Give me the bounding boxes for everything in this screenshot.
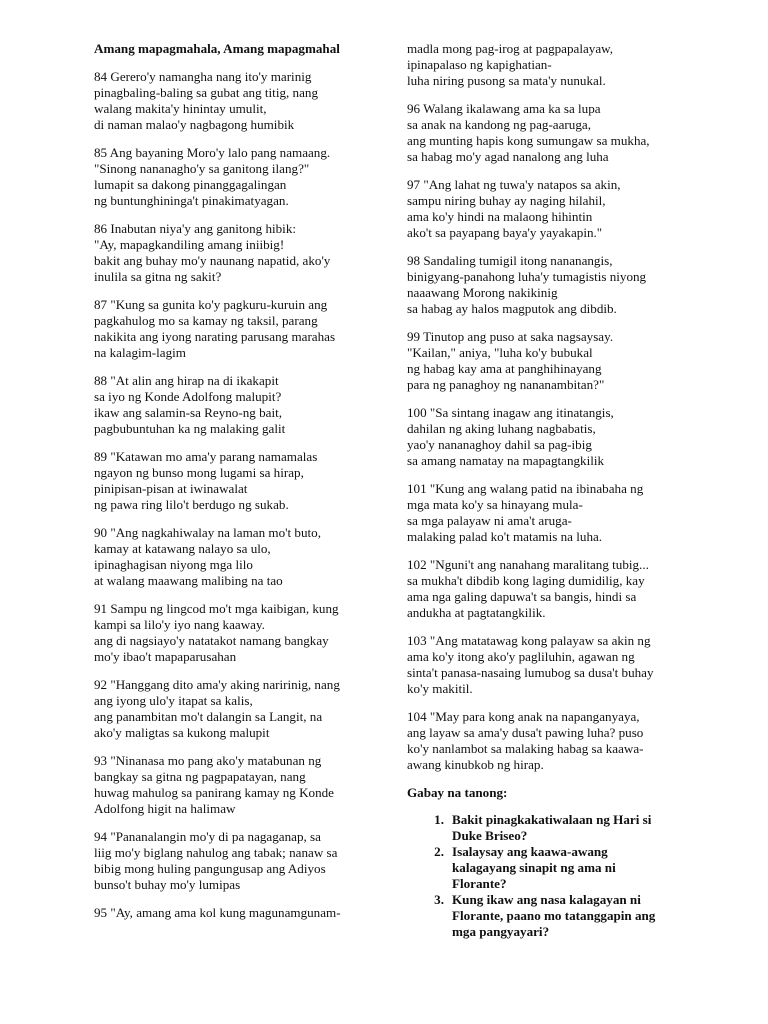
stanza-line: binigyang-panahong luha'y tumagistis niyong xyxy=(407,269,647,284)
question-number: 2. xyxy=(434,844,444,859)
stanza xyxy=(407,557,687,621)
stanza xyxy=(94,373,374,437)
stanza-line: mga mata ko'y sa hinayang mula- xyxy=(407,497,583,512)
stanza-line: 88 "At alin ang hirap na di ikakapit xyxy=(94,373,279,388)
question-line: mga pangyayari? xyxy=(452,924,550,939)
stanza-line: na kalagim-lagim xyxy=(94,345,186,360)
stanza-line: Adolfong higit na halimaw xyxy=(94,801,236,816)
stanza xyxy=(407,709,687,773)
right-stanza-list xyxy=(407,41,687,773)
stanza xyxy=(94,221,374,285)
stanza xyxy=(94,677,374,741)
stanza-line: yao'y nananaghoy dahil sa pag-ibig xyxy=(407,437,592,452)
question-number: 1. xyxy=(434,812,444,827)
stanza-line: ang panambitan mo't dalangin sa Langit, na xyxy=(94,709,323,724)
stanza-line: 91 Sampu ng lingcod mo't mga kaibigan, kung xyxy=(94,601,339,616)
stanza-line: ko'y nanlambot sa malaking habag sa kaawa- xyxy=(407,741,644,756)
stanza-line: sa iyo ng Konde Adolfong malupit? xyxy=(94,389,282,404)
stanza-line: "Ay, mapagkandiling amang iniibig! xyxy=(94,237,285,252)
stanza-line: luha niring pusong sa mata'y nunukal. xyxy=(407,73,606,88)
stanza-line: sa habag ay halos magputok ang dibdib. xyxy=(407,301,617,316)
stanza-line: liig mo'y biglang nahulog ang tabak; nanaw sa xyxy=(94,845,338,860)
stanza-line: ngayon ng bunso mong lugami sa hirap, xyxy=(94,465,304,480)
stanza-line: 85 Ang bayaning Moro'y lalo pang namaang. xyxy=(94,145,331,160)
stanza-line: ikaw ang salamin-sa Reyno-ng bait, xyxy=(94,405,282,420)
stanza-line: 95 "Ay, amang ama kol kung magunamgunam- xyxy=(94,905,341,920)
stanza xyxy=(94,601,374,665)
stanza xyxy=(407,633,687,697)
stanza-line: sampu niring buhay ay naging hilahil, xyxy=(407,193,606,208)
stanza xyxy=(407,329,687,393)
stanza-line: 100 "Sa sintang inagaw ang itinatangis, xyxy=(407,405,614,420)
stanza-line: bangkay sa gitna ng pagpapatayan, nang xyxy=(94,769,306,784)
stanza-line: ama ko'y itong ako'y pagliluhin, agawan ng xyxy=(407,649,635,664)
stanza-line: ang di nagsiayo'y natatakot namang bangkay xyxy=(94,633,329,648)
stanza-line: 97 "Ang lahat ng tuwa'y natapos sa akin, xyxy=(407,177,621,192)
stanza-line: walang makita'y hinintay umulit, xyxy=(94,101,267,116)
stanza-line: malaking palad ko't matamis na luha. xyxy=(407,529,603,544)
stanza-line: bunso't buhay mo'y lumipas xyxy=(94,877,241,892)
stanza-line: ama nga galing dapuwa't sa bangis, hindi sa xyxy=(407,589,637,604)
stanza xyxy=(407,405,687,469)
stanza-line: 84 Gerero'y namangha nang ito'y marinig xyxy=(94,69,312,84)
stanza-line: ipinapalaso ng kapighatian- xyxy=(407,57,552,72)
stanza-line: naaawang Morong nakikinig xyxy=(407,285,558,300)
stanza-line: 101 "Kung ang walang patid na ibinabaha ng xyxy=(407,481,644,496)
stanza xyxy=(407,481,687,545)
stanza-line: 104 "May para kong anak na napanganyaya, xyxy=(407,709,640,724)
question-item xyxy=(407,892,687,940)
right-column xyxy=(407,41,687,940)
question-item xyxy=(407,844,687,892)
question-line: Florante, paano mo tatanggapin ang xyxy=(452,908,656,923)
stanza-line: 102 "Nguni't ang nanahang maralitang tubig... xyxy=(407,557,649,572)
stanza-line: dahilan ng aking luhang nagbabatis, xyxy=(407,421,596,436)
stanza-line: mo'y ibao't mapaparusahan xyxy=(94,649,237,664)
stanza-line: ipinaghagisan niyong mga lilo xyxy=(94,557,253,572)
left-column xyxy=(94,41,374,933)
stanza-line: andukha at pagtatangkilik. xyxy=(407,605,546,620)
stanza-line: inulila sa gitna ng sakit? xyxy=(94,269,222,284)
question-line: Bakit pinagkakatiwalaan ng Hari si xyxy=(452,812,652,827)
stanza-line: pinipisan-pisan at iwinawalat xyxy=(94,481,248,496)
question-number: 3. xyxy=(434,892,444,907)
question-line: Duke Briseo? xyxy=(452,828,528,843)
question-text xyxy=(452,812,687,844)
stanza-line: para ng panaghoy ng nananambitan?" xyxy=(407,377,605,392)
stanza xyxy=(407,101,687,165)
stanza-line: 90 "Ang nagkahiwalay na laman mo't buto, xyxy=(94,525,321,540)
guide-questions-heading: Gabay na tanong: xyxy=(407,785,508,800)
stanza-line: sa mukha't dibdib kong laging dumidilig, kay xyxy=(407,573,645,588)
stanza-line: "Sinong nananagho'y sa ganitong ilang?" xyxy=(94,161,310,176)
stanza-line: 99 Tinutop ang puso at saka nagsaysay. xyxy=(407,329,614,344)
stanza-line: 89 "Katawan mo ama'y parang namamalas xyxy=(94,449,318,464)
stanza xyxy=(94,525,374,589)
stanza xyxy=(407,253,687,317)
question-line: kalagayang sinapit ng ama ni xyxy=(452,860,616,875)
question-item xyxy=(407,812,687,844)
stanza-line: 93 "Ninanasa mo pang ako'y matabunan ng xyxy=(94,753,322,768)
question-line: Florante? xyxy=(452,876,507,891)
question-line: Kung ikaw ang nasa kalagayan ni xyxy=(452,892,641,907)
stanza-line: "Kailan," aniya, "luha ko'y bubukal xyxy=(407,345,593,360)
stanza-line: pagbubuntuhan ka ng malaking galit xyxy=(94,421,286,436)
guide-questions-list xyxy=(407,812,687,940)
stanza-line: sa amang namatay na mapagtangkilik xyxy=(407,453,605,468)
stanza-line: sa anak na kandong ng pag-aaruga, xyxy=(407,117,591,132)
stanza-line: bibig mong huling pangungusap ang Adiyos xyxy=(94,861,326,876)
stanza-line: 87 "Kung sa gunita ko'y pagkuru-kuruin ang xyxy=(94,297,328,312)
left-stanza-list xyxy=(94,69,374,921)
stanza xyxy=(407,41,687,89)
stanza-line: kamay at katawang nalayo sa ulo, xyxy=(94,541,271,556)
stanza-line: di naman malao'y nagbagong humibik xyxy=(94,117,295,132)
question-text xyxy=(452,844,687,892)
question-text xyxy=(452,892,687,940)
stanza-line: sinta't panasa-nasaing lumubog sa dusa't buhay xyxy=(407,665,654,680)
stanza-line: 86 Inabutan niya'y ang ganitong hibik: xyxy=(94,221,297,236)
stanza-line: bakit ang buhay mo'y naunang napatid, ako'y xyxy=(94,253,331,268)
stanza xyxy=(94,297,374,361)
stanza-line: ang layaw sa ama'y dusa't pawing luha? puso xyxy=(407,725,644,740)
stanza-line: 92 "Hanggang dito ama'y aking naririnig, nang xyxy=(94,677,340,692)
stanza xyxy=(94,829,374,893)
stanza xyxy=(94,145,374,209)
stanza-line: ako't sa payapang baya'y yayakapin." xyxy=(407,225,603,240)
stanza xyxy=(94,449,374,513)
stanza-line: sa habag mo'y agad nanalong ang luha xyxy=(407,149,609,164)
stanza-line: nakikita ang iyong narating parusang marahas xyxy=(94,329,336,344)
question-line: Isalaysay ang kaawa-awang xyxy=(452,844,608,859)
stanza-line: at walang maawang malibing na tao xyxy=(94,573,283,588)
document-title: Amang mapagmahala, Amang mapagmahal xyxy=(94,41,340,56)
stanza xyxy=(94,753,374,817)
stanza-line: sa mga palayaw ni ama't aruga- xyxy=(407,513,572,528)
stanza-line: 98 Sandaling tumigil itong nananangis, xyxy=(407,253,613,268)
stanza xyxy=(94,69,374,133)
stanza-line: madla mong pag-irog at pagpapalayaw, xyxy=(407,41,614,56)
stanza-line: ako'y maligtas sa kukong malupit xyxy=(94,725,270,740)
stanza-line: awang kinubkob ng hirap. xyxy=(407,757,544,772)
stanza-line: ng habag kay ama at panghihinayang xyxy=(407,361,602,376)
stanza-line: 96 Walang ikalawang ama ka sa lupa xyxy=(407,101,601,116)
stanza-line: ng buntunghininga't pinakimatyagan. xyxy=(94,193,289,208)
stanza-line: ama ko'y hindi na malaong hihintin xyxy=(407,209,593,224)
stanza-line: huwag mahulog sa panirang kamay ng Konde xyxy=(94,785,334,800)
stanza xyxy=(407,177,687,241)
stanza-line: kampi sa lilo'y iyo nang kaaway. xyxy=(94,617,265,632)
stanza-line: 103 "Ang matatawag kong palayaw sa akin ng xyxy=(407,633,651,648)
stanza-line: 94 "Pananalangin mo'y di pa nagaganap, sa xyxy=(94,829,321,844)
stanza-line: lumapit sa dakong pinanggagalingan xyxy=(94,177,287,192)
stanza-line: pinagbaling-baling sa gubat ang titig, nang xyxy=(94,85,319,100)
stanza-line: ang iyong ulo'y itapat sa kalis, xyxy=(94,693,253,708)
stanza-line: ng pawa ring lilo't berdugo ng sukab. xyxy=(94,497,289,512)
stanza-line: ko'y makitil. xyxy=(407,681,473,696)
stanza xyxy=(94,905,374,921)
stanza-line: pagkahulog mo sa kamay ng taksil, parang xyxy=(94,313,318,328)
stanza-line: ang munting hapis kong sumungaw sa mukha, xyxy=(407,133,650,148)
